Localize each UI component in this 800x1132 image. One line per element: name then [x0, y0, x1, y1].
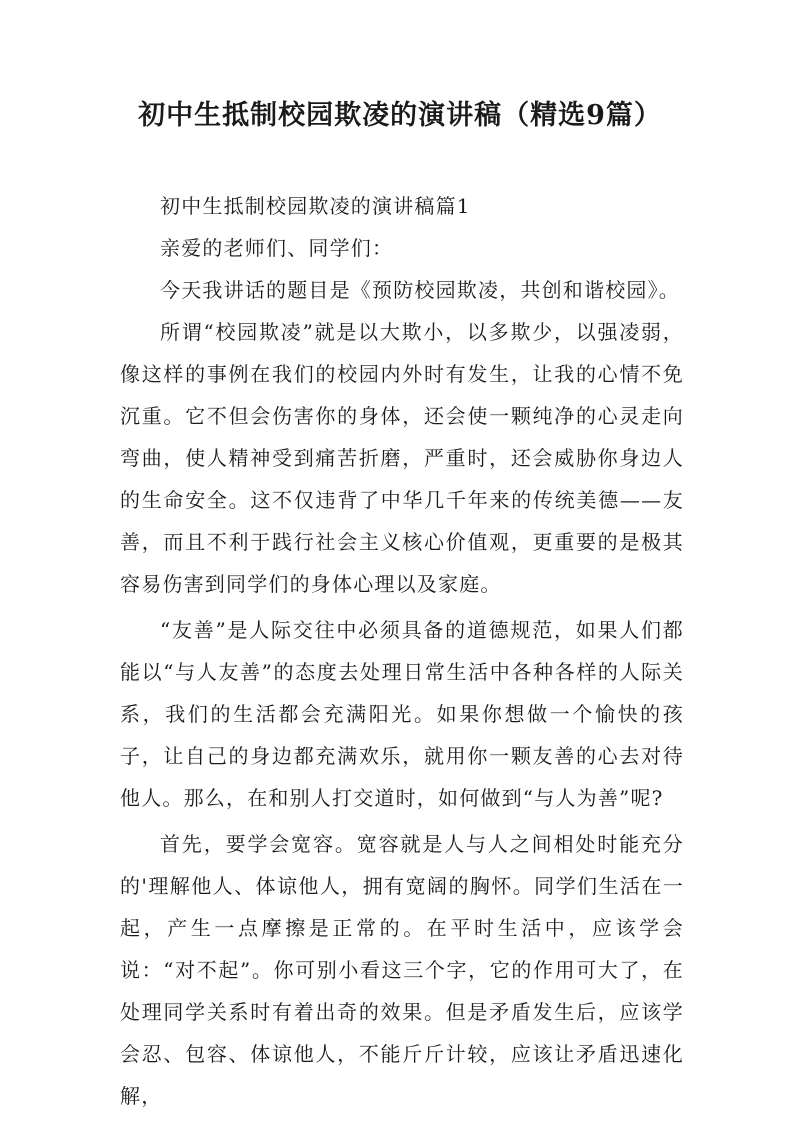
- document-title: 初中生抵制校园欺凌的演讲稿（精选9篇）: [138, 100, 662, 131]
- paragraph-definition: 所谓“校园欺凌”就是以大欺小，以多欺少，以强凌弱，像这样的事例在我们的校园内外时有发生，让我的心情不免沉重。它不但会伤害你的身体，还会使一颗纯净的心灵走向弯曲，使人精神受到痛苦折磨，严重时，还会威胁你身边人的生命安全。这不仅违背了中华几千年来的传统美德——友善，而且不利于践行社会主义核心价值观，更重要的是极其容易伤害到同学们的身体心理以及家庭。: [120, 320, 684, 596]
- greeting: 亲爱的老师们、同学们：: [160, 236, 394, 260]
- paragraph-topic: 今天我讲话的题目是《预防校园欺凌，共创和谐校园》。: [160, 278, 680, 302]
- paragraph-friendliness: “友善”是人际交往中必须具备的道德规范，如果人们都能以“与人友善”的态度去处理日常生活中各种各样的人际关系，我们的生活都会充满阳光。如果你想做一个愉快的孩子，让自己的身边都充满欢乐，就用你一颗友善的心去对待他人。那么，在和别人打交道时，如何做到“与人为善”呢?: [120, 618, 684, 810]
- section-heading: 初中生抵制校园欺凌的演讲稿篇1: [160, 194, 471, 218]
- paragraph-tolerance: 首先，要学会宽容。宽容就是人与人之间相处时能充分的'理解他人、体谅他人，拥有宽阔的胸怀。同学们生活在一起，产生一点摩擦是正常的。在平时生活中，应该学会说：“对不起”。你可别小看这三个字，它的作用可大了，在处理同学关系时有着出奇的效果。但是矛盾发生后，应该学会忍、包容、体谅他人，不能斤斤计较，应该让矛盾迅速化解，: [120, 832, 684, 1108]
- document-body: [120, 185, 684, 1117]
